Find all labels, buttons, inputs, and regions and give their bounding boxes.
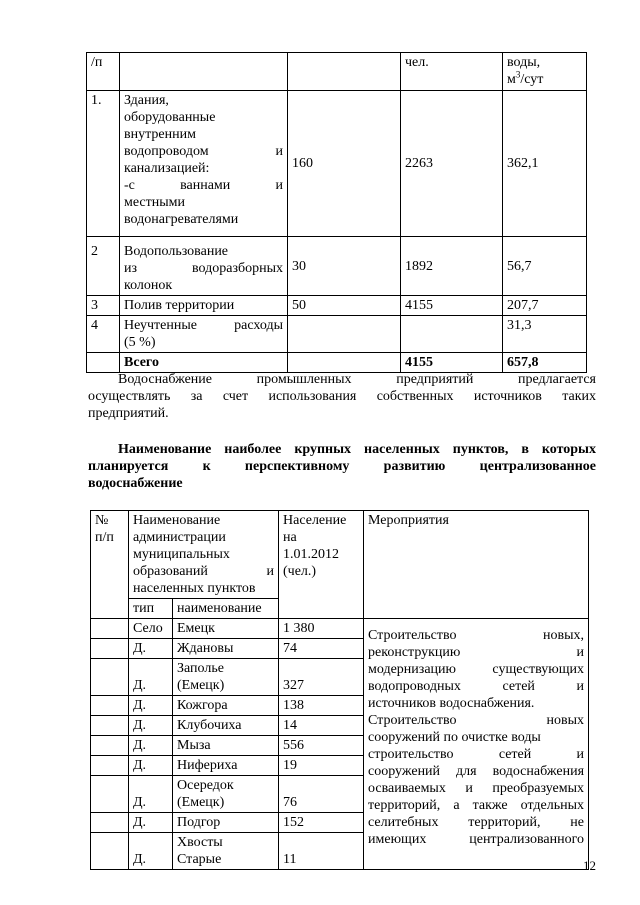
table-cell: Кожгора: [173, 696, 279, 716]
table-cell: 362,1: [503, 91, 587, 237]
table-cell: 4: [87, 316, 120, 353]
table-cell: Д.: [129, 696, 173, 716]
table-cell: Неучтенные расходы (5 %): [120, 316, 288, 353]
table-cell: Осередок (Емецк): [173, 776, 279, 813]
table-cell: 138: [279, 696, 364, 716]
table-row: [87, 91, 587, 237]
section-heading: Наименование наиболее крупных населенных пунктов, в которых планируется к перспективному развитию централизованное водоснабжение: [88, 442, 596, 491]
table-cell: 31,3: [503, 316, 587, 353]
table-cell: 76: [279, 776, 364, 813]
table-cell: Водопользование из водоразборных колонок: [120, 237, 288, 296]
table-cell: Д.: [129, 776, 173, 813]
table-cell: [91, 736, 129, 756]
table-cell: [91, 619, 129, 639]
table-cell: 556: [279, 736, 364, 756]
table-cell: [91, 659, 129, 696]
table-cell: 11: [279, 833, 364, 870]
table-cell: № п/п: [91, 511, 129, 619]
table-cell: 2263: [401, 91, 503, 237]
table-cell: Д.: [129, 756, 173, 776]
table-cell: 19: [279, 756, 364, 776]
table-cell: Заполье (Емецк): [173, 659, 279, 696]
table-cell: 207,7: [503, 296, 587, 316]
table-cell: 4155: [401, 353, 503, 373]
table-cell: 74: [279, 639, 364, 659]
measures-cell: Строительство новых, реконструкцию и модернизацию существующих водопроводных сетей и источников водоснабжения. Строительство новых сооружений по очистке воды строительство сетей и сооружений для водоснабжения осваиваемых и преобразуемых территорий, а также отдельных селитебных территорий, не имеющих централизованного: [364, 619, 589, 870]
table-cell: Мыза: [173, 736, 279, 756]
table-cell: [91, 696, 129, 716]
table-cell: Д.: [129, 639, 173, 659]
table-cell: [91, 639, 129, 659]
table-cell: 3: [87, 296, 120, 316]
table-cell: 30: [288, 237, 401, 296]
table-row: [87, 296, 587, 316]
table-cell: Д.: [129, 716, 173, 736]
table-cell: 14: [279, 716, 364, 736]
table-cell: [288, 316, 401, 353]
table-cell: 1892: [401, 237, 503, 296]
table-cell: Нифериха: [173, 756, 279, 776]
table-cell: [91, 756, 129, 776]
table-cell: 4155: [401, 296, 503, 316]
table-cell: 1 380: [279, 619, 364, 639]
table-cell: [91, 833, 129, 870]
settlements-table: [90, 510, 589, 870]
table-cell: Наименование администрации муниципальных образований и населенных пунктов: [129, 511, 279, 599]
table-cell: 1.: [87, 91, 120, 237]
page-number: 12: [583, 858, 596, 873]
table-cell: Подгор: [173, 813, 279, 833]
table-cell: Д.: [129, 659, 173, 696]
table-cell: [91, 776, 129, 813]
table-cell: /п: [87, 53, 120, 91]
table-cell: воды, $м^3$/сут: [503, 53, 587, 91]
table-cell: [120, 53, 288, 91]
table-row: [87, 353, 587, 373]
table-cell: 50: [288, 296, 401, 316]
table-cell: 152: [279, 813, 364, 833]
table-row: [87, 316, 587, 353]
table-cell: Мероприятия: [364, 511, 589, 619]
table-cell: Клубочиха: [173, 716, 279, 736]
water-consumption-table: [86, 52, 587, 373]
table-row: [91, 619, 589, 639]
table-cell: 2: [87, 237, 120, 296]
table-cell: Д.: [129, 833, 173, 870]
table-cell: 160: [288, 91, 401, 237]
table-cell: [288, 53, 401, 91]
table-cell: Ждановы: [173, 639, 279, 659]
table-row: [91, 511, 589, 599]
table-cell: Д.: [129, 813, 173, 833]
table-cell: [91, 813, 129, 833]
table-cell: чел.: [401, 53, 503, 91]
table-cell: Д.: [129, 736, 173, 756]
table-row: [87, 237, 587, 296]
table-cell: [401, 316, 503, 353]
table-cell: 327: [279, 659, 364, 696]
table-cell: [288, 353, 401, 373]
table-cell: Население на 1.01.2012 (чел.): [279, 511, 364, 619]
table-cell: Емецк: [173, 619, 279, 639]
table-cell: Всего: [120, 353, 288, 373]
table-cell: [87, 353, 120, 373]
table-cell: тип: [129, 599, 173, 619]
table-cell: Село: [129, 619, 173, 639]
table-cell: Полив территории: [120, 296, 288, 316]
table-cell: [91, 716, 129, 736]
industrial-water-paragraph: Водоснабжение промышленных предприятий предлагается осуществлять за счет использования собственных источников таких предприятий.: [88, 372, 596, 421]
table-cell: наименование: [173, 599, 279, 619]
table-row: [87, 53, 587, 91]
table-cell: Хвосты Старые: [173, 833, 279, 870]
table-cell: Здания, оборудованные внутренним водопроводом и канализацией: -с ваннами и местными водонагревателями: [120, 91, 288, 237]
table-cell: 56,7: [503, 237, 587, 296]
table-cell: 657,8: [503, 353, 587, 373]
